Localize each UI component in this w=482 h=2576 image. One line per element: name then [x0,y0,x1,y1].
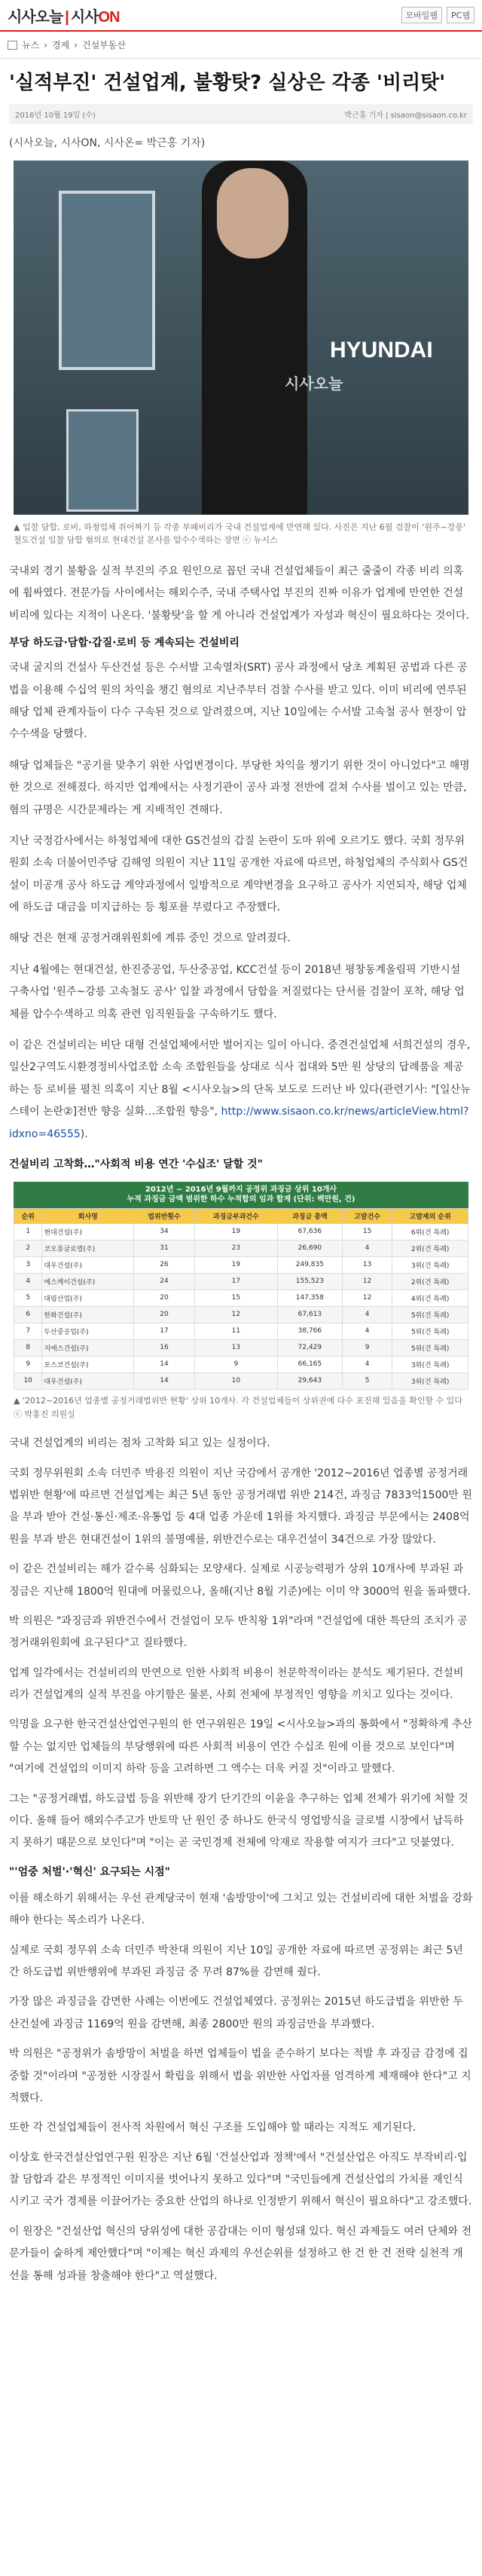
section-subhead: "'엄중 처벌'·'혁신' 요구되는 시점" [9,1865,170,1878]
table-cell: 1 [14,1223,42,1240]
table-title [14,1182,468,1208]
table-cell: 5 [342,1372,392,1389]
table-cell: 코오롱글로벌(주) [42,1240,134,1256]
paragraph: 이상호 한국건설산업연구원 원장은 지난 6월 '건설산업과 정책'에서 "건설산업은 아직도 부작비리·입찰 담합과 같은 부정적인 이미지를 벗어나지 못하고 있다"며 "국민들에게 건설산업의 가치를 재인식시키고 국가 경제를 이끌어가는 중요한 산업의 하나로 인정받기 위해서 혁신이 필요하다"고 강조했다. [9,2151,472,2208]
table-cell: 5위(건 특례) [392,1306,468,1323]
table-cell: 15 [194,1290,277,1306]
table-cell: 29,643 [277,1372,342,1389]
prosecution-sign [59,191,155,370]
table-row [14,1372,468,1389]
table-cell: 에스케이건설(주) [42,1273,134,1290]
related-article-link[interactable]: http://www.sisaon.co.kr/news/articleView.html?idxno=46555 [9,1106,469,1140]
table-cell: 9 [14,1356,42,1372]
table-row [14,1339,468,1356]
paragraph-text: 이 같은 건설비리는 비단 대형 건설업체에서만 벌어지는 일이 아니다. 중견건설업체 서희건설의 경우, 일산2구역도시환경정비사업조합 소속 조합원들을 상대로 식사 접대와 5만 원 상당의 답례품을 제공하는 등 로비를 펼친 의혹이 지난 8월 <시사오늘>의 단독 보도로 드러난 바 있다(관련기사: "[일산뉴스테이 논란②]전반 향응 실화…조합원 향응", [9,1039,471,1118]
paragraph: 그는 "공정거래법, 하도급법 등을 위반해 장기 단기간의 이윤을 추구하는 업체 전체가 위기에 처할 것이다. 올해 들어 해외수주고가 반토막 난 원인 중 하나도 한국식 영업방식을 글로벌 시장에서 납득하지 못하기 때문으로 보인다"며 "이는 곧 국민경제 전체에 악재로 작용할 여지가 크다"고 덧붙였다. [9,1792,468,1849]
table-header: 고발제외 순위 [392,1208,468,1223]
table-cell: 67,636 [277,1223,342,1240]
table-cell: 4 [14,1273,42,1290]
paragraph: 또한 각 건설업체들이 전사적 차원에서 혁신 구조를 도입해야 할 때라는 지적도 제기된다. [9,2122,416,2134]
table-cell: 19 [194,1223,277,1240]
breadcrumb-news[interactable]: 뉴스 [22,40,40,50]
paragraph: 익명을 요구한 한국건설산업연구원의 한 연구위원은 19일 <시사오늘>과의 통화에서 "정확하게 추산할 수는 없지만 업체들의 부당행위에 따른 사회적 비용이 연간 수십조 원에 이를 것으로 보인다"며 "여기에 건설업의 이미지 하락 등을 고려하면 그 액수는 더욱 커질 것"이라고 말했다. [9,1718,473,1776]
table-cell: 12 [342,1290,392,1306]
table-row [14,1323,468,1339]
table-cell: 38,766 [277,1323,342,1339]
table-cell: 지에스건설(주) [42,1339,134,1356]
table-header: 과징금 총액 [277,1208,342,1223]
table-cell: 9 [194,1356,277,1372]
table-cell: 7 [14,1323,42,1339]
table-cell: 포스코건설(주) [42,1356,134,1372]
table-cell: 14 [134,1372,195,1389]
table-cell: 4 [342,1356,392,1372]
table-cell: 10 [194,1372,277,1389]
table-title-line1: 2012년 ~ 2016년 9월까지 공정위 과징금 상위 10개사 [145,1185,337,1194]
table-cell: 72,429 [277,1339,342,1356]
mobile-web-link[interactable]: 모바일웹 [401,7,443,23]
logo-separator: | [65,8,69,26]
table-cell: 6 [14,1306,42,1323]
table-row [14,1240,468,1256]
table-cell: 현대건설(주) [42,1223,134,1240]
table-header: 고발건수 [342,1208,392,1223]
table-header: 과징금부과건수 [194,1208,277,1223]
paragraph: 국내 굴지의 건설사 두산건설 등은 수서발 고속열차(SRT) 공사 과정에서 당초 계획된 공법과 다른 공법을 이용해 수십억 원의 차익을 챙긴 혐의로 지난주부터 검찰 수사를 받고 있다. 이미 비리에 연루된 해당 업체 관계자들이 다수 구속된 것으로 알려졌으며, 지난 10일에는 수서발 고속철 공사 현장이 압수수색을 당했다. [9,662,468,741]
table-cell: 5위(건 특례) [392,1339,468,1356]
table-cell: 20 [134,1290,195,1306]
table-cell: 17 [194,1273,277,1290]
table-cell: 13 [342,1256,392,1273]
table-cell: 9 [342,1339,392,1356]
paragraph: 실제로 국회 정무위 소속 더민주 박찬대 의원이 지난 10일 공개한 자료에 따르면 공정위는 최근 5년간 하도급법 위반행위에 부과된 과징금 중 무려 87%를 감면해 줬다. [9,1944,463,1978]
paragraph: 해당 업체들은 "공기를 맞추기 위한 사업변경이다. 부당한 차익을 챙기기 위한 것이 아니었다"고 해명한 것으로 전해졌다. 하지만 업계에서는 사정기관이 공사 과정 전반에 걸쳐 수사를 벌이고 있는 만큼, 혐의 규명은 시간문제라는 게 지배적인 견해다. [9,759,470,816]
table-title-line2: 누적 과징금 금액 범위한 하수 누적합의 임과 합계 (단위: 백만원, 건) [127,1195,355,1204]
paragraph: 지난 4월에는 현대건설, 한진중공업, 두산중공업, KCC건설 등이 2018년 평창동계올림픽 기반시설 구축사업 '원주~강릉 고속철도 공사' 입찰 과정에서 담합을 저질렀다는 단서를 검찰이 포착, 해당 업체를 압수수색하고 의혹 관련 임직원들을 구속하기도 했다. [9,963,465,1020]
table-cell: 대우건설(주) [42,1372,134,1389]
paragraph: 지난 국정감사에서는 하청업체에 대한 GS건설의 갑질 논란이 도마 위에 오르기도 했다. 국회 정무위원회 소속 더불어민주당 김해영 의원이 지난 11일 공개한 자료에 따르면, 하청업체의 주식회사 GS건설이 미공개 공사 하도급 계약과정에서 일방적으로 계약변경을 요구하고 공사가 지연되자, 해당 업체에 하도급 대금을 미지급하는 등 횡포를 부렸다고 주장했다. [9,834,468,914]
table-row [14,1356,468,1372]
table-cell: 13 [194,1339,277,1356]
table-cell: 2위(건 특례) [392,1273,468,1290]
table-cell: 147,358 [277,1290,342,1306]
table-row [14,1290,468,1306]
article-photo [14,161,468,515]
table-cell: 3위(건 특례) [392,1256,468,1273]
table-cell: 14 [134,1356,195,1372]
table-cell: 155,523 [277,1273,342,1290]
table-row [14,1256,468,1273]
photo-caption: ▲ 입찰 담합, 로비, 하청업체 쥐어짜기 등 각종 부패비리가 국내 건설업계에 만연해 있다. 사진은 지난 6월 검찰이 '원주~강릉' 철도건설 입찰 담합 혐의로 현대건설 본사를 압수수색하는 장면 ⓒ 뉴시스 [14,522,466,546]
table-cell: 26 [134,1256,195,1273]
table-cell: 5위(건 특례) [392,1323,468,1339]
table-cell: 16 [134,1339,195,1356]
table-cell: 11 [194,1323,277,1339]
breadcrumb: 뉴스 › 경제 › 건설부동산 [0,32,482,59]
table-cell: 2위(건 특례) [392,1240,468,1256]
paragraph [9,1035,473,1146]
table-cell: 19 [194,1256,277,1273]
article-date: 2016년 10월 19일 (수) [15,111,96,120]
top-links [401,7,474,23]
table-cell: 8 [14,1339,42,1356]
logo-main-text: 시사오늘 [8,8,63,26]
paragraph: 업계 일각에서는 건설비리의 만연으로 인한 사회적 비용이 천문학적이라는 분석도 제기된다. 건설비리가 건설업계의 실적 부진을 야기함은 물론, 사회 전체에 부정적인 영향을 끼치고 있다는 것이다. [9,1666,464,1702]
table-header: 법위반횟수 [134,1208,195,1223]
table-cell: 3위(건 특례) [392,1356,468,1372]
table-cell: 10 [14,1372,42,1389]
breadcrumb-construction[interactable]: 건설부동산 [82,40,126,50]
section-subhead: 부당 하도급·담합·갑질·로비 등 계속되는 건설비리 [9,637,239,650]
paragraph: 해당 건은 현재 공정거래위원회에 계류 중인 것으로 알려졌다. [9,932,291,945]
table-cell: 17 [134,1323,195,1339]
paragraph: 국회 정무위원회 소속 더민주 박용진 의원이 지난 국감에서 공개한 '2012~2016년 업종별 공정거래법위반 현황'에 따르면 건설업계는 최근 5년 동안 공정거래법 위반 214건, 과징금 7833억1500만 원을 부과 받아 건설·통신·제조·유통업 등 4대 업종 가운데 1위를 차지했다. 과징금 부문에서는 2408억 원을 부과 받은 현대건설이 1위의 불명예를, 위반건수로는 대우건설이 34건으로 가장 많았다. [9,1467,472,1546]
table-cell: 66,165 [277,1356,342,1372]
paragraph-end: ). [80,1127,88,1140]
paragraph: 박 의원은 "과징금과 위반건수에서 건설업이 모두 반칙왕 1위"라며 "건설업에 대한 특단의 조치가 공정거래위원회에 요구된다"고 질타했다. [9,1614,468,1650]
table-header: 순위 [14,1208,42,1223]
table-cell: 15 [342,1223,392,1240]
site-logo[interactable] [8,5,120,26]
logo-on-text: ON [98,8,120,26]
table-cell: 67,613 [277,1306,342,1323]
pc-web-link[interactable]: PC웹 [447,7,474,23]
paragraph: 이 같은 건설비리는 해가 갈수록 심화되는 모양새다. 실제로 시공능력평가 상위 10개사에 부과된 과징금은 지난해 1800억 원대에 머물렀으나, 올해(지난 8월 기준)에는 이미 약 3000억 원을 돌파했다. [9,1563,471,1598]
photo-brand-text: HYUNDAI [330,337,433,363]
table-cell: 대우건설(주) [42,1256,134,1273]
table-row [14,1223,468,1240]
prosecution-sign-lower [66,409,139,512]
paragraph: 이를 해소하기 위해서는 우선 관계당국이 현재 '솜방망이'에 그치고 있는 건설비리에 대한 처벌을 강화해야 한다는 목소리가 나온다. [9,1892,473,1927]
penalty-table [14,1182,468,1390]
table-cell: 4 [342,1240,392,1256]
table-cell: 5 [14,1290,42,1306]
article-byline: (시사오늘, 시사ON, 시사온= 박근홍 기자) [9,136,206,149]
table-cell: 한화건설(주) [42,1306,134,1323]
photo-watermark: 시사오늘 [285,374,343,393]
section-subhead: 건설비리 고착화…"사회적 비용 연간 '수십조' 달할 것" [9,1158,263,1170]
table-cell: 20 [134,1306,195,1323]
person-face [217,168,288,259]
table-cell: 3 [14,1256,42,1273]
logo-sub-text: 시사 [70,8,99,26]
table-cell: 249,835 [277,1256,342,1273]
table-caption: ▲ '2012~2016년 업종별 공정거래법위반 현황' 상위 10개사. 각 건설업체들이 상위권에 다수 포진해 있음을 확인할 수 있다 ⓒ 박홍진 의원실 [14,1395,462,1419]
table-cell: 34 [134,1223,195,1240]
table-cell: 2 [14,1240,42,1256]
paragraph: 가장 많은 과징금을 감면한 사례는 이번에도 건설업체였다. 공정위는 2015년 하도급법을 위반한 두산건설에 과징금 1169억 원을 감면해, 최종 2800만 원의 과징금만을 부과했다. [9,1996,463,2030]
table-cell: 6위(건 특례) [392,1223,468,1240]
table-cell: 대림산업(주) [42,1290,134,1306]
table-cell: 3위(건 특례) [392,1372,468,1389]
table-cell: 24 [134,1273,195,1290]
home-icon[interactable] [8,41,17,50]
article-meta [9,104,473,124]
table-cell: 4 [342,1323,392,1339]
table-row [14,1273,468,1290]
table-cell: 12 [342,1273,392,1290]
table-cell: 4 [342,1306,392,1323]
paragraph: 국내 건설업계의 비리는 점차 고착화 되고 있는 실정이다. [9,1437,270,1450]
article-title: '실적부진' 건설업계, 불황탓? 실상은 각종 '비리탓' [9,72,446,94]
table-header: 회사명 [42,1208,134,1223]
table-cell: 31 [134,1240,195,1256]
paragraph: 이 원장은 "건설산업 혁신의 당위성에 대한 공감대는 이미 형성돼 있다. 혁신 과제들도 여러 단체와 전문가들이 숱하게 제안했다"며 "이제는 혁신 과제의 우선순위를 설정하고 한 건 한 건 전략 실천적 개선을 통해 성과를 창출해야 한다"고 역설했다. [9,2225,472,2282]
article-author-info: 박근홍 기자 | sisaon@sisaon.co.kr [344,111,467,120]
table-cell: 12 [194,1306,277,1323]
paragraph: 국내외 경기 불황을 실적 부진의 주요 원인으로 꼽던 국내 건설업체들이 최근 줄줄이 각종 비리 의혹에 휩싸였다. 전문가들 사이에서는 해외수주, 국내 주택사업 부진의 진짜 이유가 업계에 만연한 건설비리에 있다는 지적이 나온다. '불황탓'을 할 게 아니라 건설업계가 자성과 혁신이 필요하다는 것이다. [9,564,469,622]
table-row [14,1306,468,1323]
table-cell: 4위(건 특례) [392,1290,468,1306]
table-cell: 두산중공업(주) [42,1323,134,1339]
top-bar [0,0,482,32]
table-cell: 26,690 [277,1240,342,1256]
breadcrumb-economy[interactable]: 경제 [52,40,70,50]
table-cell: 23 [194,1240,277,1256]
paragraph: 박 의원은 "공정위가 솜방망이 처벌을 하면 업체들이 법을 준수하기 보다는 적발 후 과징금 감경에 집중할 것"이라며 "공정한 시장질서 확립을 위해서 법을 위반한 사업자를 엄격하게 제재해야 한다"고 지적했다. [9,2048,471,2104]
penalty-table-container [14,1182,468,1390]
